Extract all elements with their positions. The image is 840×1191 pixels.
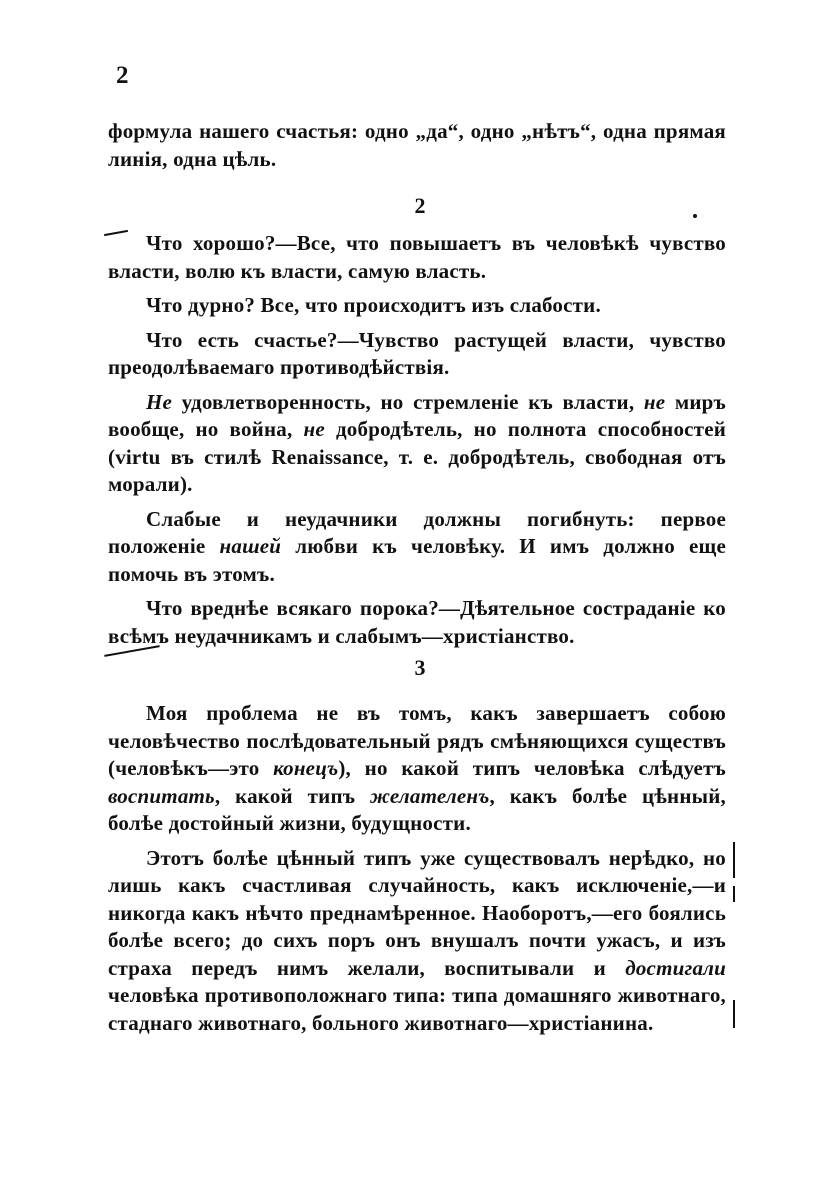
- text-run: добродѣтель, но полнота способностей (virtu въ стилѣ Renaissance, т. е. добродѣтель, свободная отъ морали).: [108, 417, 727, 496]
- emphasis-ne: не: [643, 389, 666, 414]
- text-run: , какой типъ: [214, 783, 371, 808]
- section-3-paragraph-1: [108, 700, 726, 838]
- margin-rule: [733, 842, 735, 878]
- emphasis-zhelatelen: желателенъ: [370, 783, 490, 808]
- page-number: 2: [116, 62, 129, 89]
- text-run: удовлетворенность, но стремленіе къ власти,: [172, 389, 644, 414]
- emphasis-konets: конецъ: [273, 756, 339, 780]
- section-2-paragraph-4: [108, 389, 726, 499]
- text-run: , какъ болѣе цѣнный, болѣе достойный жизни, будущности.: [108, 783, 726, 835]
- text-run: Этотъ болѣе цѣнный типъ уже существовалъ нерѣдко, но лишь какъ счастливая случайность, какъ исключеніе,—и никогда какъ нѣчто преднамѣренное. Наоборотъ,—его боялись болѣе всего; до сихъ поръ онъ внушалъ почти ужасъ, и изъ страха передъ нимъ желали, воспитывали и: [108, 845, 726, 980]
- emphasis-ne: не: [303, 417, 325, 441]
- text-run: Слабые и неудачники должны погибнуть: первое положеніе: [108, 506, 726, 558]
- text-run: любви къ человѣку. И имъ должно еще помочь въ этомъ.: [108, 534, 727, 586]
- emphasis-nashei: нашей: [219, 534, 282, 558]
- text-run: человѣка противоположнаго типа: типа домашняго животнаго, стаднаго животнаго, больного животнаго—христіанина.: [108, 983, 726, 1035]
- section-2-paragraph-6: Что вреднѣе всякаго порока?—Дѣятельное состраданіе ко всѣмъ неудачникамъ и слабымъ—христіанство.: [108, 596, 726, 648]
- section-2-paragraph-5: [108, 506, 726, 589]
- section-2-block: [108, 230, 726, 657]
- intro-paragraph: формула нашего счастья: одно „да“, одно „нѣтъ“, одна прямая линія, одна цѣль.: [108, 119, 726, 171]
- section-2-paragraph-3: Что есть счастье?—Чувство растущей власти, чувство преодолѣваемаго противодѣйствія.: [108, 327, 726, 379]
- section-2-number: 2: [414, 193, 426, 218]
- section-2-paragraph-1: Что хорошо?—Все, что повышаетъ въ человѣкѣ чувство власти, волю къ власти, самую власть.: [108, 231, 726, 283]
- intro-block: [108, 118, 726, 180]
- margin-rule: [733, 886, 735, 902]
- section-2-paragraph-2: Что дурно? Все, что происходитъ изъ слабости.: [146, 293, 601, 317]
- emphasis-ne: Не: [146, 389, 173, 414]
- section-3-paragraph-2: [108, 845, 726, 1038]
- emphasis-vospitat: воспитать: [108, 783, 215, 808]
- section-3-block: [108, 700, 726, 1044]
- section-3-number: 3: [414, 655, 426, 680]
- text-run: ), но какой типъ человѣка слѣдуетъ: [338, 756, 726, 780]
- margin-rule: [733, 1000, 735, 1028]
- emphasis-dostigali: достигали: [625, 955, 726, 980]
- text-run: миръ вообще, но война,: [108, 389, 726, 441]
- ink-speck: [693, 214, 697, 218]
- text-run: Моя проблема не въ томъ, какъ завершаетъ собою человѣчество послѣдовательный рядъ смѣняющихся существъ (человѣкъ—это: [108, 701, 726, 780]
